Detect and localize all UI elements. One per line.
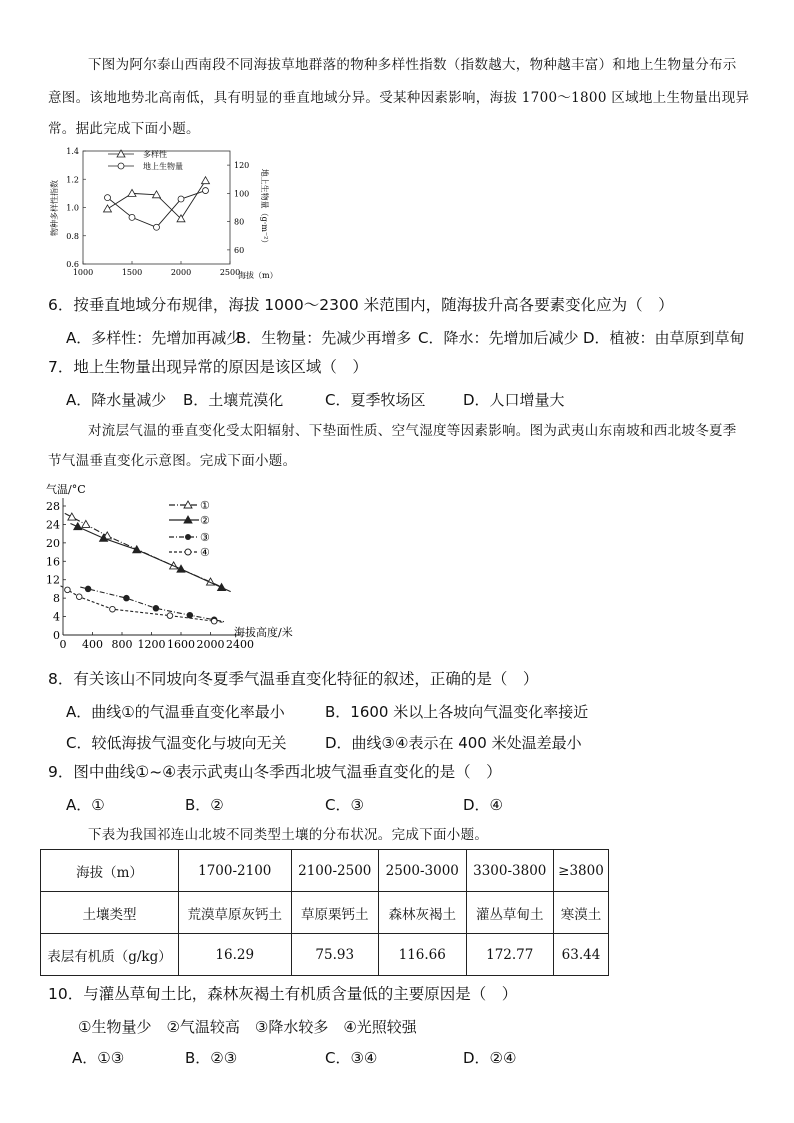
chart2-ylabel: 气温/°C [46, 483, 86, 496]
temperature-altitude-chart [42, 480, 312, 652]
table-cell: 森林灰褐土 [379, 892, 467, 934]
table-cell: 灌丛草甸土 [466, 892, 554, 934]
chart2-ytick-label: 24 [46, 518, 60, 532]
chart2-legend-2: ② [200, 514, 210, 527]
chart2-point-series-1 [82, 520, 90, 527]
q8-stem: 8．有关该山不同坡向冬夏季气温垂直变化特征的叙述，正确的是（ ） [48, 670, 539, 688]
table-cell: 16.29 [179, 934, 292, 976]
chart1-diversity-point [128, 189, 136, 196]
chart2-ytick-label: 8 [53, 592, 60, 606]
chart2-xtick-label: 1600 [167, 638, 195, 651]
chart2-point-series-3 [124, 595, 130, 601]
chart2-xtick-label: 400 [82, 638, 103, 651]
table-cell: 海拔（m） [41, 850, 179, 892]
biodiversity-biomass-chart [48, 138, 298, 283]
table-cell: 草原栗钙土 [291, 892, 379, 934]
chart2-legend-1: ① [200, 499, 210, 512]
chart1-ytick-right-label: 60 [234, 245, 245, 255]
q9-option-d[interactable]: D．④ [463, 796, 503, 814]
q8-option-c[interactable]: C．较低海拔气温变化与坡向无关 [66, 734, 287, 752]
table-cell: 63.44 [554, 934, 609, 976]
chart1-ytick-left-label: 1.2 [66, 175, 79, 185]
chart1-biomass-point [178, 196, 184, 202]
chart2-xlabel: 海拔高度/米 [234, 626, 293, 639]
chart1-legend [108, 149, 183, 171]
chart1-biomass-point [129, 214, 135, 220]
chart1-diversity-point [202, 177, 210, 184]
table-row [41, 850, 609, 892]
chart2-point-series-4 [76, 594, 82, 600]
passage1-line2: 意图。该地地势北高南低，具有明显的垂直地域分异。受某种因素影响，海拔 1700～1800 区域地上生物量出现异 [48, 90, 750, 106]
q7-option-b[interactable]: B．土壤荒漠化 [183, 391, 284, 409]
q8-option-a[interactable]: A．曲线①的气温垂直变化率最小 [66, 703, 285, 721]
chart1-legend-diversity: 多样性 [143, 150, 167, 159]
chart1-xtick-label: 2500 [219, 268, 241, 277]
chart2-legend-4: ④ [200, 546, 210, 559]
chart1-xtick-label: 2000 [170, 268, 192, 277]
chart2-point-series-3 [187, 612, 193, 618]
table-cell: 116.66 [379, 934, 467, 976]
table-cell: 土壤类型 [41, 892, 179, 934]
q7-option-d[interactable]: D．人口增量大 [463, 391, 565, 409]
chart2-ytick-label: 28 [46, 500, 60, 513]
table-cell: 172.77 [466, 934, 554, 976]
q9-option-b[interactable]: B．② [185, 796, 224, 814]
chart2-ytick-label: 0 [53, 629, 60, 642]
table-row [41, 934, 609, 976]
q7-option-c[interactable]: C．夏季牧场区 [325, 391, 426, 409]
chart1-xlabel: 海拔（m） [238, 271, 278, 280]
chart1-biomass-point [203, 188, 209, 194]
q10-option-c[interactable]: C．③④ [325, 1049, 378, 1067]
passage3-line1: 下表为我国祁连山北坡不同类型土壤的分布状况。完成下面小题。 [88, 827, 489, 843]
table-cell: 2500-3000 [379, 850, 467, 892]
chart2-point-series-2 [177, 565, 185, 572]
table-cell: 寒漠土 [554, 892, 609, 934]
table-row [41, 892, 609, 934]
chart2-ytick-label: 4 [53, 610, 60, 624]
chart1-xtick-label: 1000 [72, 268, 94, 277]
chart1-ytick-left-label: 1.4 [66, 147, 79, 156]
q8-option-b[interactable]: B．1600 米以上各坡向气温变化率接近 [325, 703, 589, 721]
passage2-line2: 节气温垂直变化示意图。完成下面小题。 [48, 453, 297, 469]
q6-option-b[interactable]: B．生物量：先减少再增多 [236, 329, 412, 347]
chart2-series-line-3 [80, 587, 224, 622]
chart1-ytick-left-label: 0.8 [66, 231, 79, 241]
q10-stem: 10．与灌丛草甸土比，森林灰褐土有机质含量低的主要原因是（ ） [48, 985, 518, 1003]
chart1-ytick-right-label: 80 [234, 217, 245, 227]
q7-option-a[interactable]: A．降水量减少 [66, 391, 167, 409]
q10-option-d[interactable]: D．②④ [463, 1049, 517, 1067]
chart2-point-series-4 [110, 606, 116, 612]
legend-circle-marker [118, 163, 124, 169]
chart2-xtick-label: 1200 [137, 638, 166, 651]
table-cell: 表层有机质（g/kg） [41, 934, 179, 976]
q9-stem: 9．图中曲线①~④表示武夷山冬季西北坡气温垂直变化的是（ ） [48, 763, 502, 781]
chart1-ytick-left-label: 0.6 [66, 260, 79, 269]
chart2-point-series-4 [211, 618, 217, 624]
table-cell: 荒漠草原灰钙土 [179, 892, 292, 934]
chart2-legend-3: ③ [200, 531, 210, 544]
q6-option-a[interactable]: A．多样性：先增加再减少 [66, 329, 242, 347]
chart2-ytick-label: 12 [46, 573, 60, 587]
chart2-xtick-label: 800 [111, 638, 133, 651]
chart2-point-series-2 [74, 523, 82, 530]
chart1-series-line-diversity [108, 181, 206, 219]
table-cell: 3300-3800 [466, 850, 554, 892]
chart2-ytick-label: 16 [46, 555, 60, 569]
q7-stem: 7．地上生物量出现异常的原因是该区域（ ） [48, 358, 368, 376]
chart1-biomass-point [105, 195, 111, 201]
q6-option-d[interactable]: D．植被：由草原到草甸 [583, 329, 745, 347]
q6-stem: 6．按垂直地域分布规律，海拔 1000～2300 米范围内，随海拔升高各要素变化应为（ ） [48, 296, 674, 314]
chart1-ylabel-right: 地上生物量（g·m⁻²） [260, 168, 269, 248]
q9-option-a[interactable]: A．① [66, 796, 105, 814]
table-cell: 75.93 [291, 934, 379, 976]
soil-distribution-table [40, 849, 609, 976]
chart1-biomass-point [154, 224, 160, 230]
chart2-ytick-label: 20 [46, 536, 60, 550]
q9-option-c[interactable]: C．③ [325, 796, 364, 814]
chart1-legend-biomass: 地上生物量 [143, 162, 183, 171]
chart2-point-series-3 [153, 605, 159, 611]
table-cell: 2100-2500 [291, 850, 379, 892]
chart2-legend [169, 499, 210, 559]
chart1-ytick-left-label: 1.0 [66, 203, 79, 213]
q10-items: ①生物量少 ②气温较高 ③降水较多 ④光照较强 [78, 1018, 417, 1036]
chart2-point-series-4 [167, 613, 173, 619]
q8-option-d[interactable]: D．曲线③④表示在 400 米处温差最小 [325, 734, 582, 752]
chart2-point-series-4 [65, 587, 71, 593]
chart1-ytick-right-label: 120 [234, 161, 250, 171]
passage2-line1: 对流层气温的垂直变化受太阳辐射、下垫面性质、空气湿度等因素影响。图为武夷山东南坡和西北坡冬夏季 [88, 423, 737, 439]
q10-option-a[interactable]: A．①③ [72, 1049, 125, 1067]
passage1-line3: 常。据此完成下面小题。 [48, 121, 200, 137]
chart2-xtick-label: 2000 [196, 638, 225, 651]
chart2-xtick-label: 0 [59, 638, 67, 651]
q6-option-c[interactable]: C．降水：先增加后减少 [418, 329, 579, 347]
chart1-ylabel-left: 物种多样性指数 [50, 180, 59, 236]
chart2-point-series-1 [68, 513, 76, 520]
chart1-ytick-right-label: 100 [234, 189, 250, 199]
table-cell: 1700-2100 [179, 850, 292, 892]
q10-option-b[interactable]: B．②③ [185, 1049, 238, 1067]
chart2-point-series-2 [218, 584, 226, 591]
chart2-point-series-3 [85, 586, 91, 592]
chart1-xtick-label: 1500 [121, 268, 143, 277]
table-cell: ≥3800 [554, 850, 609, 892]
chart1-diversity-point [104, 205, 112, 212]
chart2-xtick-label: 2400 [226, 638, 254, 651]
passage1-line1: 下图为阿尔泰山西南段不同海拔草地群落的物种多样性指数（指数越大，物种越丰富）和地上生物量分布示 [88, 57, 737, 73]
